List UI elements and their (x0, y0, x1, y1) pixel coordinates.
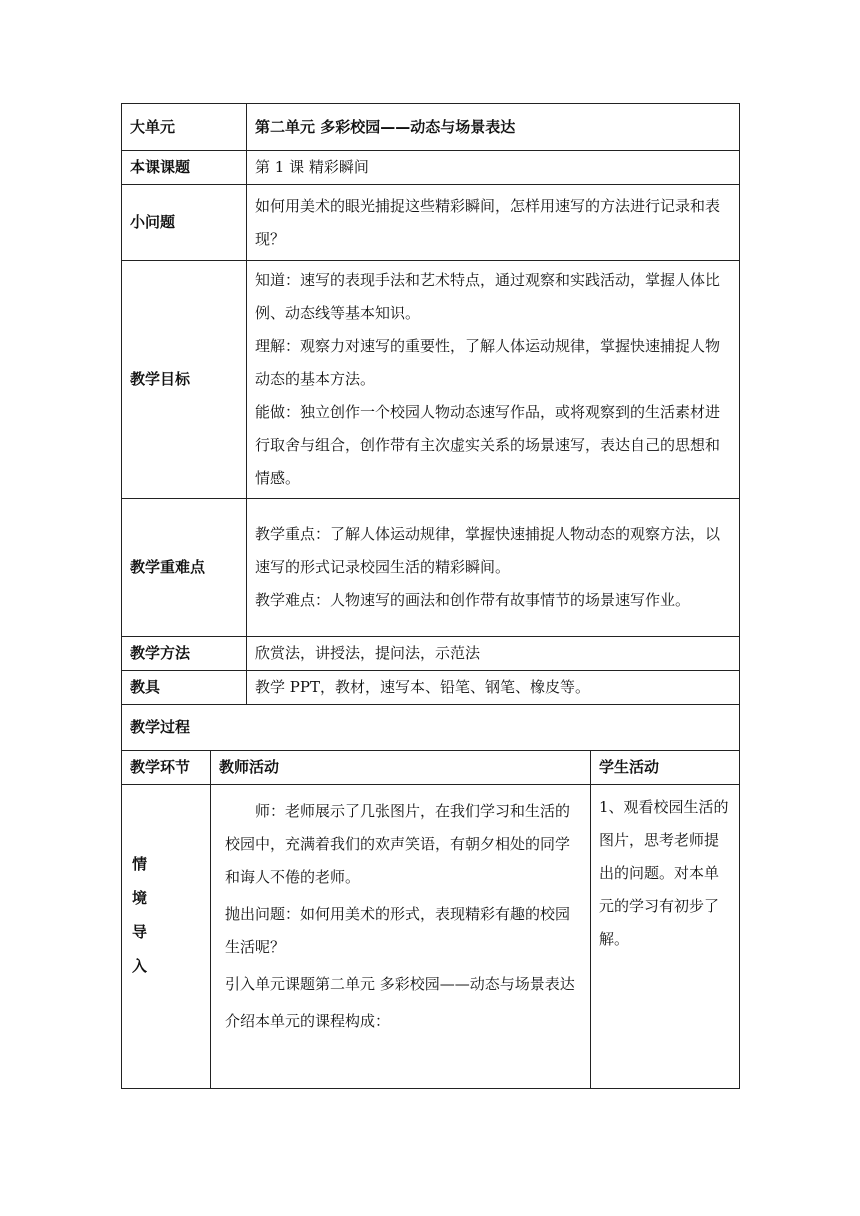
stage-char: 导 (132, 923, 148, 941)
process-title: 教学过程 (122, 705, 740, 751)
value-question: 如何用美术的眼光捕捉这些精彩瞬间，怎样用速写的方法进行记录和表现？ (247, 185, 740, 261)
row-keypoints (122, 499, 740, 637)
label-lesson: 本课课题 (122, 151, 247, 185)
teacher-paragraph: 师：老师展示了几张图片，在我们学习和生活的校园中，充满着我们的欢声笑语，有朝夕相处的同学和诲人不倦的老师。 (225, 802, 571, 886)
stage-char: 境 (132, 889, 148, 907)
row-unit (122, 104, 740, 151)
stage-char: 入 (132, 957, 148, 975)
row-process-headers (122, 751, 740, 785)
row-question (122, 185, 740, 261)
row-process-title (122, 705, 740, 751)
header-teacher: 教师活动 (211, 751, 591, 785)
row-process-intro (122, 785, 740, 1089)
label-goals: 教学目标 (122, 261, 247, 499)
row-goals (122, 261, 740, 499)
lesson-plan-table (121, 103, 740, 1089)
value-lesson: 第 1 课 精彩瞬间 (247, 151, 740, 185)
teacher-paragraph: 引入单元课题第二单元 多彩校园——动态与场景表达 (225, 975, 575, 993)
stage-char: 情 (132, 855, 148, 873)
goal-understand: 理解：观察力对速写的重要性，了解人体运动规律，掌握快速捕捉人物动态的基本方法。 (255, 337, 721, 388)
lesson-plan (121, 103, 739, 1089)
goal-do: 能做：独立创作一个校园人物动态速写作品，或将观察到的生活素材进行取舍与组合，创作带有主次虚实关系的场景速写，表达自己的思想和情感。 (255, 403, 721, 487)
value-goals (247, 261, 740, 499)
label-unit: 大单元 (122, 104, 247, 151)
value-keypoints (247, 499, 740, 637)
row-methods (122, 637, 740, 671)
header-student: 学生活动 (591, 751, 740, 785)
value-unit: 第二单元 多彩校园——动态与场景表达 (247, 104, 740, 151)
stage-intro (122, 785, 211, 1089)
header-stage: 教学环节 (122, 751, 211, 785)
teacher-activity (211, 785, 591, 1089)
label-tools: 教具 (122, 671, 247, 705)
teacher-paragraph: 介绍本单元的课程构成： (225, 1012, 391, 1030)
student-activity: 1、观看校园生活的图片，思考老师提出的问题。对本单元的学习有初步了解。 (591, 785, 740, 1089)
goal-know: 知道：速写的表现手法和艺术特点，通过观察和实践活动，掌握人体比例、动态线等基本知识。 (255, 271, 721, 322)
value-tools: 教学 PPT，教材，速写本、铅笔、钢笔、橡皮等。 (247, 671, 740, 705)
value-methods: 欣赏法，讲授法，提问法，示范法 (247, 637, 740, 671)
keypoint-difficulty: 教学难点：人物速写的画法和创作带有故事情节的场景速写作业。 (255, 591, 691, 609)
label-keypoints: 教学重难点 (122, 499, 247, 637)
row-tools (122, 671, 740, 705)
keypoint-focus: 教学重点：了解人体运动规律，掌握快速捕捉人物动态的观察方法，以速写的形式记录校园生活的精彩瞬间。 (255, 525, 721, 576)
teacher-paragraph: 抛出问题：如何用美术的形式，表现精彩有趣的校园生活呢？ (225, 905, 571, 956)
label-question: 小问题 (122, 185, 247, 261)
row-lesson (122, 151, 740, 185)
label-methods: 教学方法 (122, 637, 247, 671)
